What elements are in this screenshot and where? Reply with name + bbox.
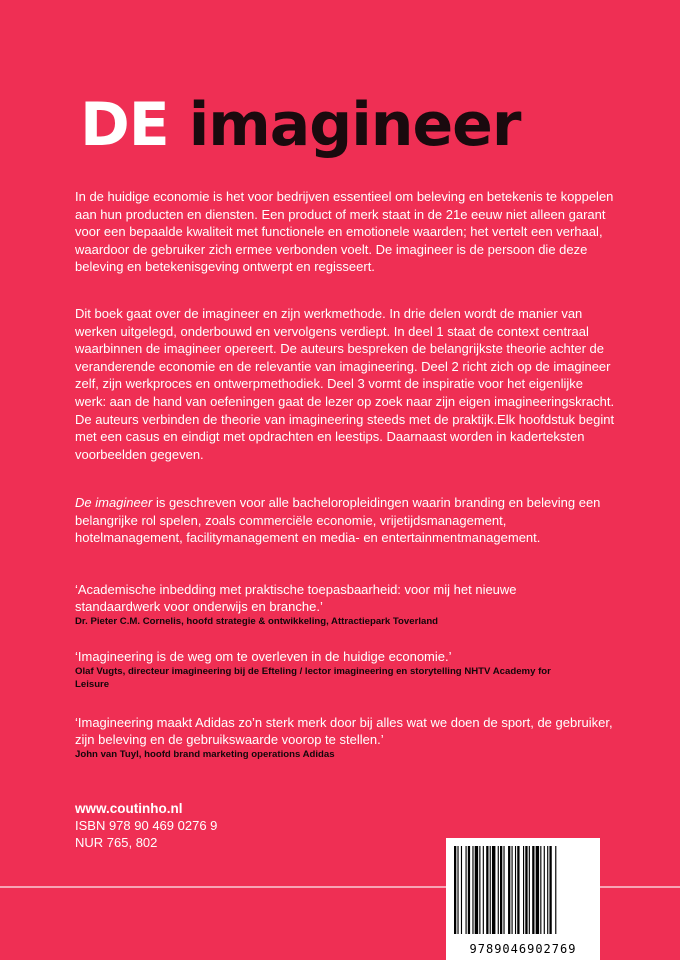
quote-text: ‘Imagineering is de weg om te overleven in de huidige economie.’ — [75, 649, 452, 664]
barcode-bar — [515, 846, 516, 934]
title-part-de: DE — [80, 90, 169, 160]
barcode-bar — [503, 846, 504, 934]
quote-author: Olaf Vugts, directeur imagineering bij de Efteling / lector imagineering en storytelling NHTV Academy for Leisure — [75, 666, 551, 690]
quote-author: John van Tuyl, hoofd brand marketing operations Adidas — [75, 749, 335, 760]
barcode-bar — [483, 846, 484, 934]
barcode-bar — [457, 846, 458, 934]
barcode-bar — [486, 846, 488, 934]
barcode-bar — [498, 846, 499, 934]
barcode-bar — [461, 846, 462, 934]
barcode-bar — [532, 846, 534, 934]
barcode-bar — [547, 846, 548, 934]
barcode-bar — [555, 846, 556, 934]
title-part-imagineer: imagineer — [188, 90, 521, 160]
barcode-bar — [468, 846, 470, 934]
barcode-bar — [500, 846, 502, 934]
practice-paragraph: De auteurs verbinden de theorie van imagineering steeds met de praktijk.Elk hoofdstuk begint met een casus en eindigt met opdrachten en leestips. Daarnaast worden in kaderteksten voorbeelden gegeven. — [75, 411, 615, 462]
barcode-bar — [508, 846, 510, 934]
quote-author: Dr. Pieter C.M. Cornelis, hoofd strategie & ontwikkeling, Attractiepark Toverland — [75, 616, 439, 627]
barcode-bar — [479, 846, 480, 934]
book-title-italic: De imagineer — [75, 495, 153, 510]
barcode-bar — [529, 846, 530, 934]
body-paragraph — [75, 305, 615, 463]
barcode-bar — [466, 846, 467, 934]
isbn: ISBN 978 90 469 0276 9 — [75, 818, 218, 833]
barcode-bar — [549, 846, 551, 934]
barcode-bar — [475, 846, 478, 934]
barcode-bar — [523, 846, 524, 934]
audience-paragraph — [75, 494, 615, 547]
barcode-bars — [454, 846, 592, 934]
barcode-bar — [492, 846, 495, 934]
barcode-digits: 9789046902769 — [469, 942, 577, 956]
quote-block — [75, 648, 635, 691]
barcode-bar — [544, 846, 545, 934]
barcode-bar — [525, 846, 527, 934]
method-paragraph: Dit boek gaat over de imagineer en zijn werkmethode. In drie delen wordt de manier van werken uitgelegd, onderbouwd en vervolgens verdiept. In deel 1 staat de context centraal waarbinnen de imagineer opereert. De auteurs bespreken de belangrijkste theorie achter de veranderende economie en de relevantie van imagineering. Deel 2 richt zich op de imagineer zelf, zijn werkproces en ontwerpmethodiek. Deel 3 vormt de inspiratie voor het eigenlijke werk: aan de hand van oefeningen gaat de lezer op zoek naar zijn eigen imagineeringskracht. — [75, 306, 615, 409]
publisher-url: www.coutinho.nl — [75, 801, 183, 816]
intro-paragraph: In de huidige economie is het voor bedrijven essentieel om beleving en betekenis te koppelen aan hun producten en diensten. Een product of merk staat in de 21e eeuw niet alleen garant voor een bepaalde kwaliteit met functionele en emotionele waarden; het vertelt een verhaal, waardoor de gebruiker zich ermee verbonden voelt. De imagineer is de persoon die deze beleving en betekenisgeving ontwerpt en regisseert. — [75, 189, 614, 275]
barcode-bar — [490, 846, 491, 934]
quote-block — [75, 714, 635, 761]
nur-code: NUR 765, 802 — [75, 835, 158, 850]
quote-text: ‘Imagineering maakt Adidas zo’n sterk merk door bij alles wat we doen de sport, de gebruiker, zijn beleving en de gebruikswaarde voorop te stellen.’ — [75, 715, 613, 747]
publisher-info — [75, 800, 217, 851]
barcode-bar — [472, 846, 473, 934]
barcode-bar — [540, 846, 541, 934]
quote-block — [75, 581, 635, 628]
barcode-bar — [454, 846, 456, 934]
barcode — [446, 838, 600, 960]
book-title — [80, 88, 520, 162]
quote-text: ‘Academische inbedding met praktische toepasbaarheid: voor mij het nieuwe standaardwerk voor onderwijs en branche.’ — [75, 582, 517, 614]
barcode-bar — [512, 846, 513, 934]
barcode-bar — [536, 846, 539, 934]
barcode-bar — [517, 846, 519, 934]
audience-text: is geschreven voor alle bacheloropleidingen waarin branding en beleving een belangrijke rol spelen, zoals commerciële economie, vrijetijdsmanagement, hotelmanagement, facilitymanagement en media- en entertainmentmanagement. — [75, 495, 601, 546]
